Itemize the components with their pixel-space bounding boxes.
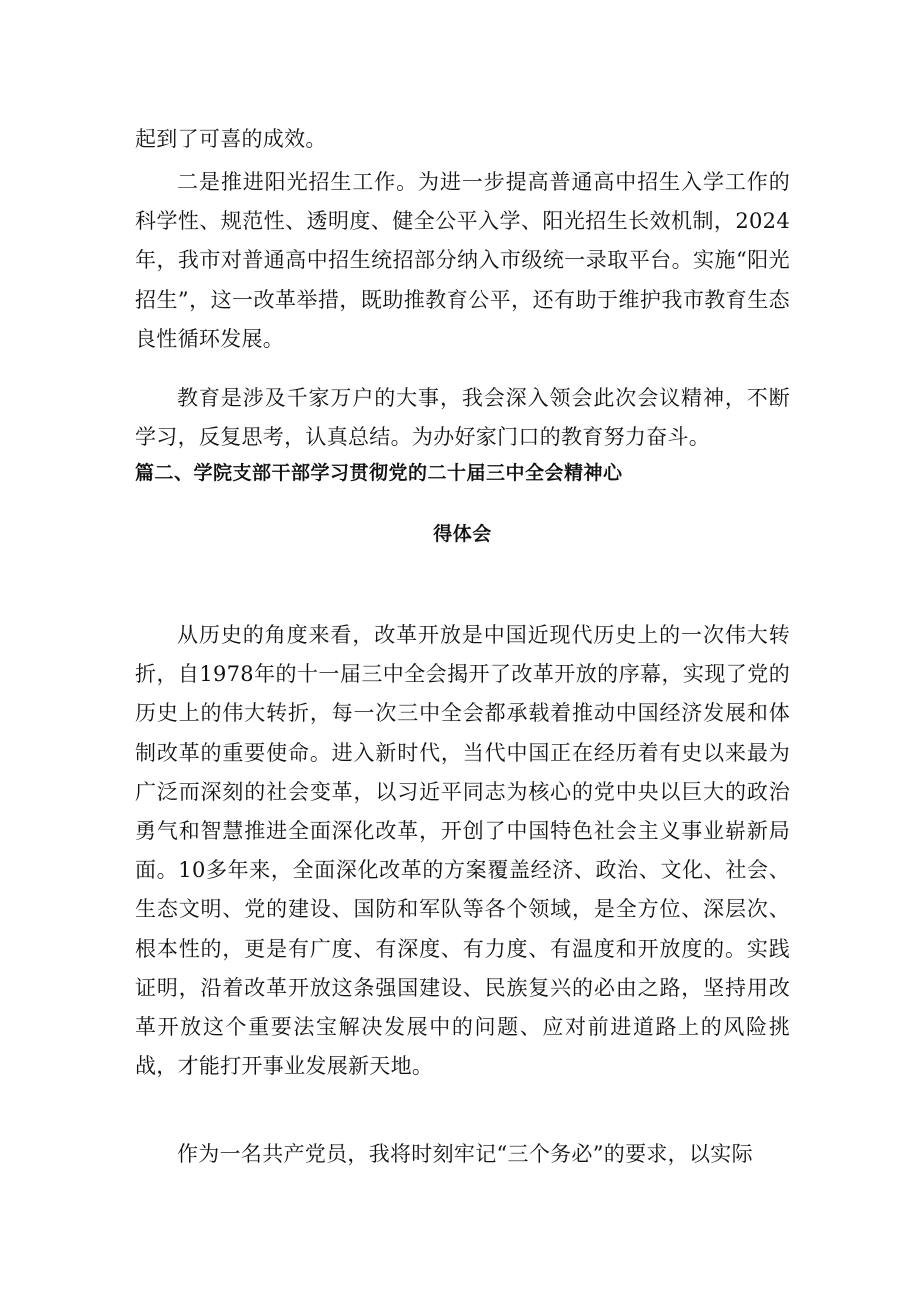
paragraph-continuation: 起到了可喜的成效。: [135, 127, 327, 151]
paragraph-reform-history: 从历史的角度来看，改革开放是中国近现代历史上的一次伟大转折，自1978年的十一届三中全会揭开了改革开放的序幕，实现了党的历史上的伟大转折，每一次三中全会都承载着推动中国经济发展和体制改革的重要使命。进入新时代，当代中国正在经历着有史以来最为广泛而深刻的社会变革，以习近平同志为核心的党中央以巨大的政治勇气和智慧推进全面深化改革，开创了中国特色社会主义事业崭新局面。10多年来，全面深化改革的方案覆盖经济、政治、文化、社会、生态文明、党的建设、国防和军队等各个领域，是全方位、深层次、根本性的，更是有广度、有深度、有力度、有温度和开放度的。实践证明，沿着改革开放这条强国建设、民族复兴的必由之路，坚持用改革开放这个重要法宝解决发展中的问题、应对前进道路上的风险挑战，才能打开事业发展新天地。: [135, 623, 790, 1079]
paragraph-party-member: 作为一名共产党员，我将时刻牢记“三个务必”的要求，以实际: [177, 1142, 753, 1166]
paragraph-sunshine-enrollment: 二是推进阳光招生工作。为进一步提高普通高中招生入学工作的科学性、规范性、透明度、健全公平入学、阳光招生长效机制，2024年，我市对普通高中招生统招部分纳入市级统一录取平台。实施“阳光招生”，这一改革举措，既助推教育公平，还有助于维护我市教育生态良性循环发展。: [135, 170, 790, 351]
section-heading-line2: 得体会: [433, 523, 492, 545]
section-heading-line1: 篇二、学院支部干部学习贯彻党的二十届三中全会精神心: [135, 462, 623, 484]
paragraph-education-commitment: 教育是涉及千家万户的大事，我会深入领会此次会议精神，不断学习，反复思考，认真总结。为办好家门口的教育努力奋斗。: [135, 386, 790, 450]
